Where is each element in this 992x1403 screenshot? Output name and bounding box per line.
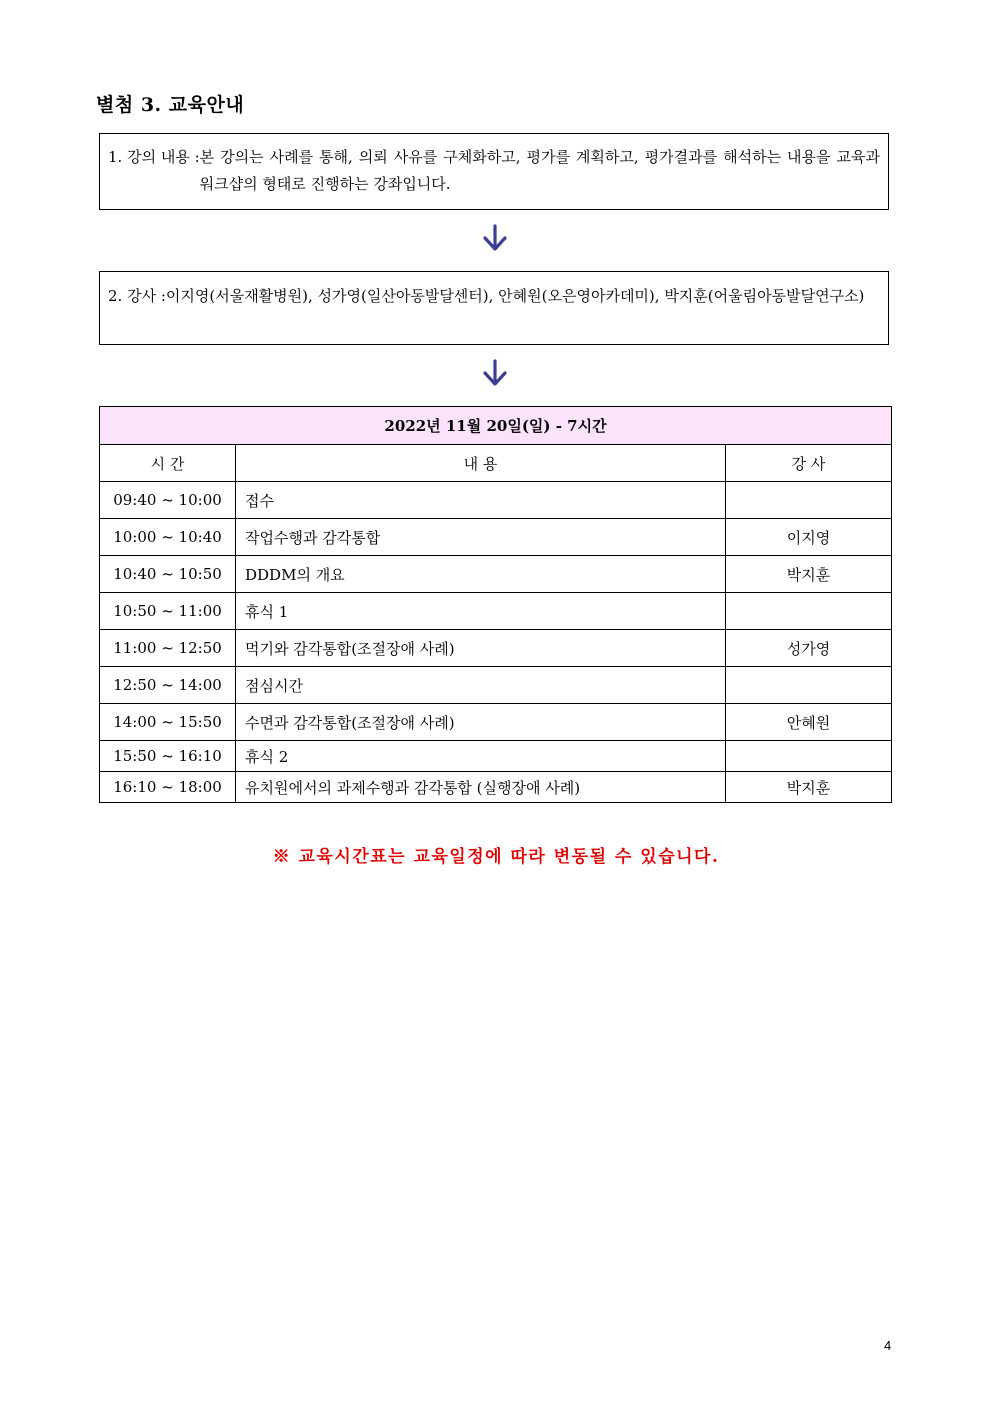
page-number: 4 [884, 1338, 892, 1353]
row-content: 접수 [236, 482, 726, 519]
schedule-table [99, 406, 892, 803]
row-instructor [726, 593, 892, 630]
row-time: 15:50 ~ 16:10 [100, 741, 236, 772]
table-row [100, 556, 892, 593]
row-time: 10:50 ~ 11:00 [100, 593, 236, 630]
instructors-box [99, 271, 889, 345]
row-time: 14:00 ~ 15:50 [100, 704, 236, 741]
row-content: 수면과 감각통합(조절장애 사례) [236, 704, 726, 741]
column-header-time: 시 간 [100, 445, 236, 482]
lecture-content-label: 1. 강의 내용 : [108, 148, 200, 166]
row-instructor: 박지훈 [726, 772, 892, 803]
row-content: DDDM의 개요 [236, 556, 726, 593]
row-time: 12:50 ~ 14:00 [100, 667, 236, 704]
row-instructor [726, 667, 892, 704]
table-row [100, 630, 892, 667]
row-instructor: 성가영 [726, 630, 892, 667]
row-content: 휴식 1 [236, 593, 726, 630]
arrow-down-icon [482, 224, 508, 252]
row-time: 09:40 ~ 10:00 [100, 482, 236, 519]
column-header-content: 내 용 [236, 445, 726, 482]
row-content: 점심시간 [236, 667, 726, 704]
table-row [100, 593, 892, 630]
table-row [100, 519, 892, 556]
lecture-content-text: 본 강의는 사례를 통해, 의뢰 사유를 구체화하고, 평가를 계획하고, 평가결과를 해석하는 내용을 교육과 워크샵의 형태로 진행하는 강좌입니다. [199, 148, 880, 193]
schedule-date-header: 2022년 11월 20일(일) - 7시간 [100, 407, 892, 445]
row-instructor: 박지훈 [726, 556, 892, 593]
table-row [100, 741, 892, 772]
row-content: 작업수행과 감각통합 [236, 519, 726, 556]
row-time: 10:00 ~ 10:40 [100, 519, 236, 556]
row-content: 휴식 2 [236, 741, 726, 772]
table-row [100, 704, 892, 741]
row-time: 16:10 ~ 18:00 [100, 772, 236, 803]
arrow-down-icon [482, 359, 508, 387]
lecture-content-box [99, 133, 889, 210]
row-time: 11:00 ~ 12:50 [100, 630, 236, 667]
column-header-instructor: 강 사 [726, 445, 892, 482]
row-instructor: 안혜원 [726, 704, 892, 741]
table-row [100, 482, 892, 519]
row-instructor [726, 741, 892, 772]
instructors-text: 이지영(서울재활병원), 성가영(일산아동발달센터), 안혜원(오은영아카데미), 박지훈(어울림아동발달연구소) [165, 287, 865, 305]
row-instructor: 이지영 [726, 519, 892, 556]
row-content: 먹기와 감각통합(조절장애 사례) [236, 630, 726, 667]
page-heading: 별첨 3. 교육안내 [96, 94, 245, 116]
table-row [100, 667, 892, 704]
row-instructor [726, 482, 892, 519]
schedule-change-notice: ※ 교육시간표는 교육일정에 따라 변동될 수 있습니다. [272, 847, 720, 867]
row-time: 10:40 ~ 10:50 [100, 556, 236, 593]
table-row [100, 772, 892, 803]
instructors-label: 2. 강사 : [108, 287, 166, 305]
row-content: 유치원에서의 과제수행과 감각통합 (실행장애 사례) [236, 772, 726, 803]
